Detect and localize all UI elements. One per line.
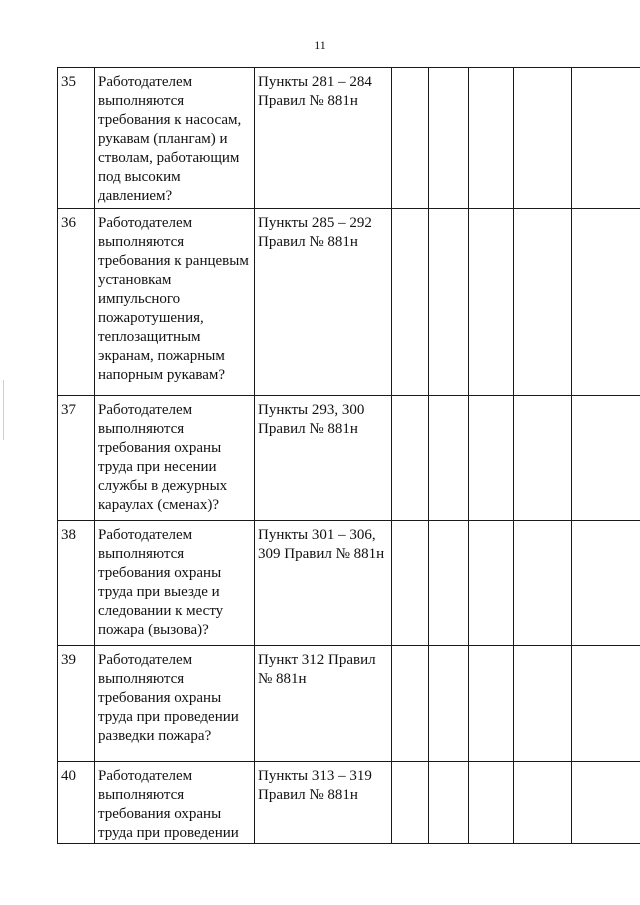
- answer-cell-extra: [514, 762, 572, 844]
- table-row: [58, 209, 640, 396]
- notes-cell: [572, 521, 640, 646]
- answer-cell-na: [469, 646, 514, 762]
- answer-cell-no: [429, 209, 469, 396]
- answer-cell-na: [469, 209, 514, 396]
- reference-cell: Пункты 285 – 292 Правил № 881н: [255, 209, 392, 396]
- scan-edge-mark: [3, 380, 4, 440]
- row-number: 36: [58, 209, 95, 396]
- notes-cell: [572, 646, 640, 762]
- answer-cell-no: [429, 396, 469, 521]
- table-row: [58, 646, 640, 762]
- question-cell: Работодателем выполняются требования охраны труда при проведении: [95, 762, 255, 844]
- answer-cell-na: [469, 68, 514, 209]
- notes-cell: [572, 396, 640, 521]
- checklist-table: [57, 67, 640, 844]
- reference-cell: Пункты 301 – 306, 309 Правил № 881н: [255, 521, 392, 646]
- question-cell: Работодателем выполняются требования к ранцевым установкам импульсного пожаротушения, теплозащитным экранам, пожарным напорным рукавам?: [95, 209, 255, 396]
- answer-cell-extra: [514, 209, 572, 396]
- answer-cell-na: [469, 762, 514, 844]
- answer-cell-na: [469, 521, 514, 646]
- notes-cell: [572, 209, 640, 396]
- table-row: [58, 521, 640, 646]
- answer-cell-yes: [392, 521, 429, 646]
- row-number: 40: [58, 762, 95, 844]
- row-number: 37: [58, 396, 95, 521]
- reference-cell: Пункт 312 Правил № 881н: [255, 646, 392, 762]
- answer-cell-na: [469, 396, 514, 521]
- answer-cell-no: [429, 646, 469, 762]
- answer-cell-extra: [514, 646, 572, 762]
- question-cell: Работодателем выполняются требования к насосам, рукавам (плангам) и стволам, работающим под высоким давлением?: [95, 68, 255, 209]
- notes-cell: [572, 762, 640, 844]
- answer-cell-yes: [392, 68, 429, 209]
- answer-cell-extra: [514, 521, 572, 646]
- table-row: [58, 68, 640, 209]
- reference-cell: Пункты 281 – 284 Правил № 881н: [255, 68, 392, 209]
- answer-cell-extra: [514, 68, 572, 209]
- question-cell: Работодателем выполняются требования охраны труда при выезде и следовании к месту пожара (вызова)?: [95, 521, 255, 646]
- page-number: 11: [314, 38, 326, 52]
- notes-cell: [572, 68, 640, 209]
- row-number: 39: [58, 646, 95, 762]
- row-number: 38: [58, 521, 95, 646]
- reference-cell: Пункты 293, 300 Правил № 881н: [255, 396, 392, 521]
- answer-cell-no: [429, 521, 469, 646]
- question-cell: Работодателем выполняются требования охраны труда при несении службы в дежурных караулах (сменах)?: [95, 396, 255, 521]
- answer-cell-no: [429, 68, 469, 209]
- table-row: [58, 762, 640, 844]
- answer-cell-no: [429, 762, 469, 844]
- answer-cell-yes: [392, 396, 429, 521]
- answer-cell-yes: [392, 209, 429, 396]
- table-row: [58, 396, 640, 521]
- row-number: 35: [58, 68, 95, 209]
- answer-cell-yes: [392, 762, 429, 844]
- answer-cell-extra: [514, 396, 572, 521]
- question-cell: Работодателем выполняются требования охраны труда при проведении разведки пожара?: [95, 646, 255, 762]
- answer-cell-yes: [392, 646, 429, 762]
- reference-cell: Пункты 313 – 319 Правил № 881н: [255, 762, 392, 844]
